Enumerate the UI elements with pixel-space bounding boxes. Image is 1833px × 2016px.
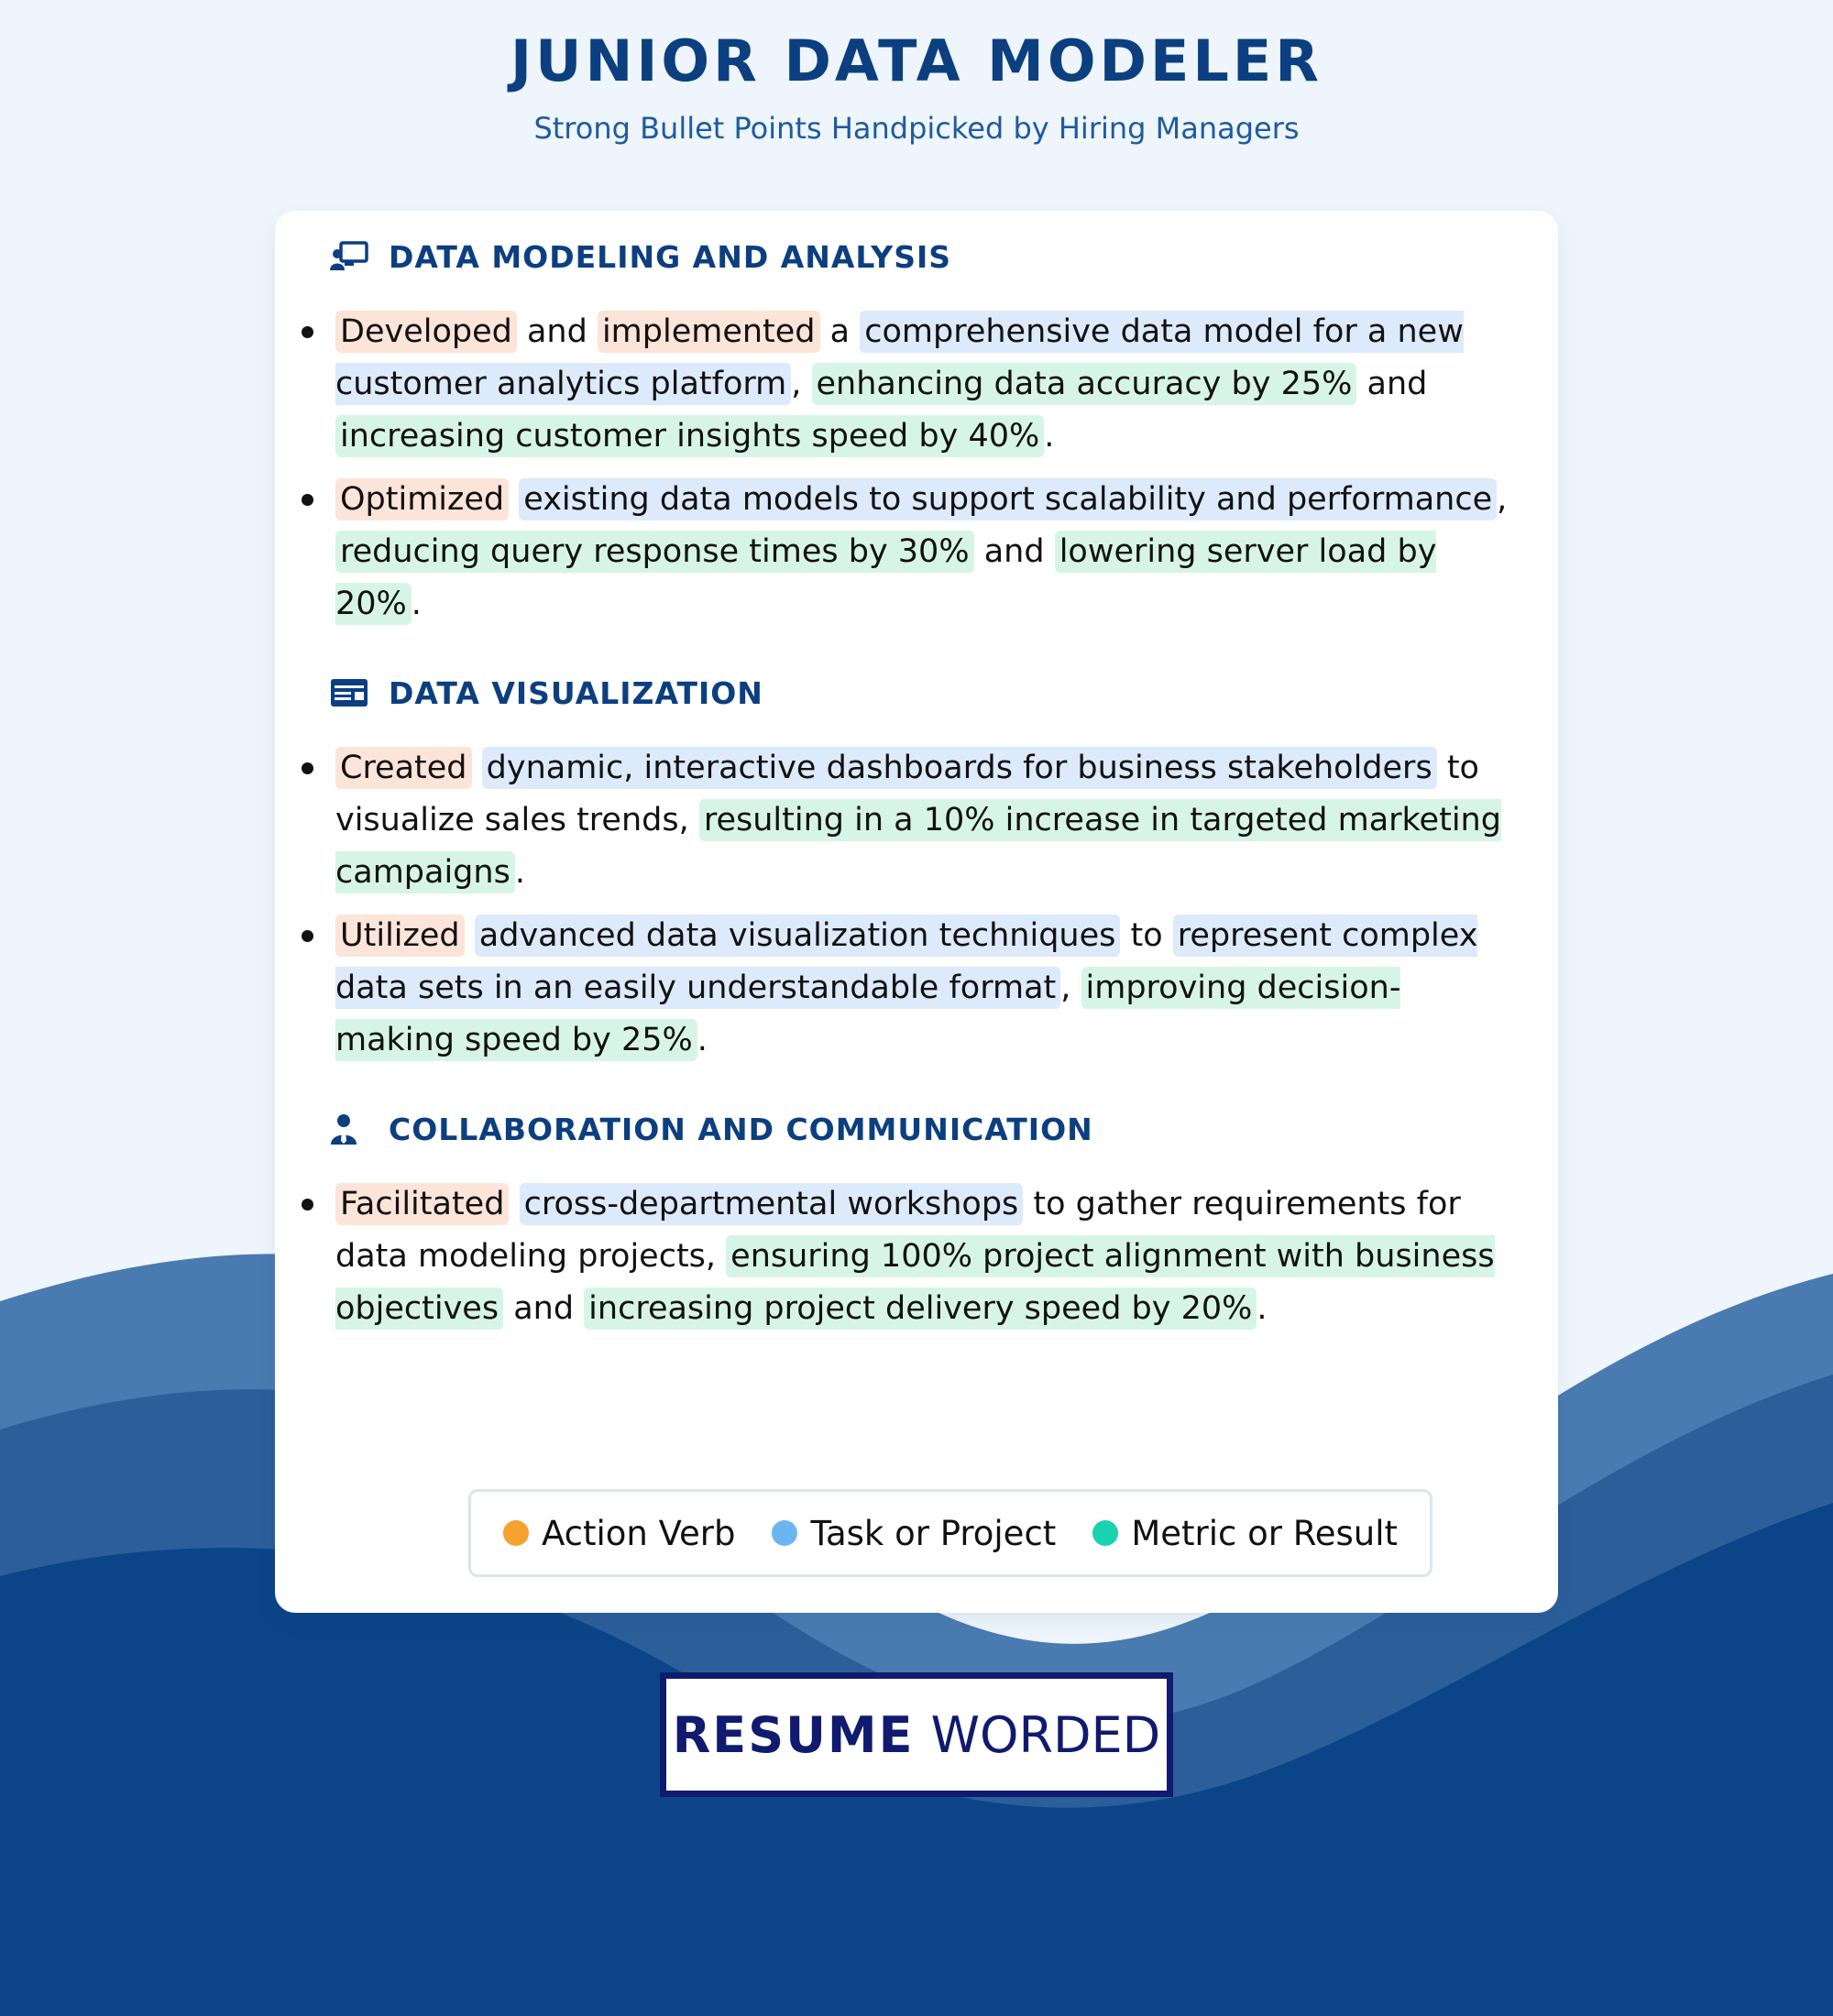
- metric-highlight: increasing project delivery speed by 20%: [584, 1287, 1257, 1330]
- section-2: [330, 674, 1512, 1067]
- section-title: DATA VISUALIZATION: [389, 674, 763, 711]
- person-tie-icon: [330, 1111, 368, 1147]
- bullet-text: to: [1120, 917, 1173, 954]
- metric-highlight: enhancing data accuracy by 25%: [812, 363, 1357, 405]
- metric-dot-icon: [1092, 1520, 1118, 1546]
- bullet-text: .: [1257, 1290, 1268, 1327]
- bullet-dot-icon: [302, 762, 313, 774]
- presentation-icon: [330, 238, 368, 275]
- bullet-dot-icon: [302, 326, 313, 338]
- bullet-dot-icon: [302, 1199, 313, 1211]
- bullet-text: ,: [1060, 970, 1081, 1006]
- dashboard-card-icon: [330, 674, 368, 711]
- bullet-item: [330, 306, 1512, 463]
- bullet-text: [465, 917, 475, 954]
- section-title: COLLABORATION AND COMMUNICATION: [389, 1111, 1093, 1147]
- legend-item-action-verb: [503, 1514, 736, 1553]
- legend-item-metric-or-result: [1092, 1514, 1398, 1553]
- legend-label-action-verb: Action Verb: [541, 1513, 736, 1553]
- bullet-text: .: [1044, 418, 1055, 455]
- metric-highlight: increasing customer insights speed by 40%: [335, 415, 1044, 457]
- page-header: [0, 27, 1833, 146]
- bullet-list: [330, 742, 1512, 1067]
- task-highlight: dynamic, interactive dashboards for business stakeholders: [482, 747, 1437, 789]
- action-verb-highlight: Utilized: [335, 915, 465, 957]
- bullet-dot-icon: [302, 930, 313, 942]
- action-verb-highlight: Developed: [335, 311, 517, 353]
- section-header: [330, 1111, 1512, 1147]
- task-highlight: comprehensive data model for a new customer analytics platform: [335, 311, 1464, 405]
- bullet-text: .: [697, 1022, 708, 1058]
- bullet-item: [330, 474, 1512, 630]
- legend-label-metric-or-result: Metric or Result: [1131, 1513, 1399, 1553]
- bullet-text: ,: [791, 366, 812, 402]
- bullet-text: ,: [1497, 481, 1508, 518]
- bullet-text: .: [411, 586, 422, 622]
- legend-item-task-or-project: [772, 1514, 1056, 1553]
- task-highlight: cross-departmental workshops: [520, 1183, 1024, 1225]
- bullet-item: [330, 742, 1512, 899]
- bullet-text: and: [516, 313, 598, 350]
- bullet-points-card: [275, 211, 1558, 1613]
- task-highlight: represent complex data sets in an easily understandable format: [335, 915, 1477, 1009]
- section-header: [330, 238, 1512, 275]
- metric-highlight: reducing query response times by 30%: [335, 531, 974, 573]
- bullet-text: and: [973, 533, 1055, 570]
- action-verb-highlight: Created: [335, 747, 472, 789]
- metric-highlight: resulting in a 10% increase in targeted marketing campaigns: [335, 799, 1501, 893]
- page-subtitle: Strong Bullet Points Handpicked by Hiring Managers: [533, 111, 1300, 146]
- metric-highlight: ensuring 100% project alignment with business objectives: [335, 1235, 1495, 1330]
- action-verb-highlight: Facilitated: [335, 1183, 509, 1225]
- bullet-text: a: [819, 313, 861, 350]
- bullet-item: [330, 910, 1512, 1067]
- bullet-item: [330, 1178, 1512, 1335]
- section-3: [330, 1111, 1512, 1335]
- section-title: DATA MODELING AND ANALYSIS: [389, 238, 952, 275]
- legend-label-task-or-project: Task or Project: [810, 1513, 1057, 1553]
- action-verb-highlight: Optimized: [335, 478, 509, 520]
- metric-highlight: improving decision-making speed by 25%: [335, 967, 1400, 1061]
- task-dot-icon: [772, 1520, 797, 1546]
- logo-light-text: WORDED: [930, 1705, 1161, 1764]
- bullet-dot-icon: [302, 494, 313, 506]
- bullet-text: to gather requirements for data modeling projects,: [335, 1186, 1461, 1275]
- bullet-text: and: [503, 1290, 585, 1327]
- bullet-text: [509, 1186, 519, 1222]
- section-header: [330, 674, 1512, 711]
- bullet-list: [330, 1178, 1512, 1335]
- page-title: JUNIOR DATA MODELER: [510, 27, 1323, 94]
- sections-container: [330, 238, 1512, 1335]
- bullet-list: [330, 306, 1512, 630]
- action-verb-highlight: implemented: [598, 311, 820, 353]
- task-highlight: advanced data visualization techniques: [475, 915, 1121, 957]
- section-1: [330, 238, 1512, 630]
- bullet-text: and: [1356, 366, 1428, 402]
- task-highlight: existing data models to support scalability and performance: [519, 478, 1497, 520]
- resume-worded-logo[interactable]: [660, 1672, 1173, 1797]
- action-verb-dot-icon: [503, 1520, 529, 1546]
- bullet-text: [472, 750, 482, 786]
- bullet-text: to visualize sales trends,: [335, 750, 1479, 838]
- highlight-legend: [468, 1489, 1432, 1577]
- metric-highlight: lowering server load by 20%: [335, 531, 1436, 625]
- bullet-text: .: [514, 854, 525, 891]
- logo-bold-text: RESUME: [672, 1705, 915, 1764]
- bullet-text: [509, 481, 519, 518]
